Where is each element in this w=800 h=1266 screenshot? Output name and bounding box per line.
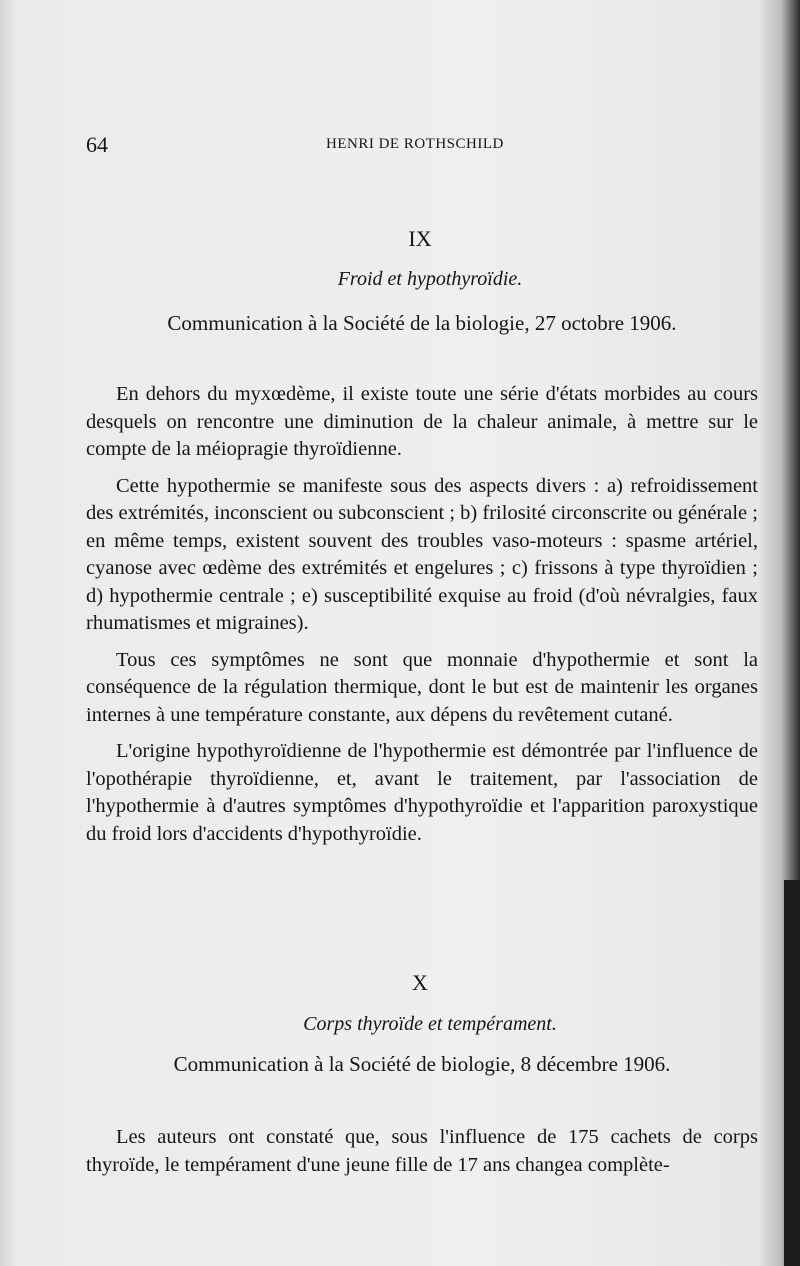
section-number-x: X — [412, 970, 428, 995]
communication-line-x: Communication à la Société de biologie, 8 décembre 1906. — [173, 1052, 671, 1076]
page-number: 64 — [86, 132, 108, 157]
section-ix-body — [86, 381, 758, 848]
paragraph: Cette hypothermie se manifeste sous des aspects divers : a) refroidissement des extrémités, inconscient ou subconscient ; b) frilosité circonscrite ou générale ; en même temps, existent souvent des troubles vaso-moteurs : spasme artériel, cyanose avec œdème des extrémités et engelures ; c) frissons à type thyroïdien ; d) hypothermie centrale ; e) susceptibilité exquise au froid (d'où névralgies, faux rhumatismes et migraines). — [86, 474, 758, 634]
section-title-x: Corps thyroïde et tempérament. — [303, 1013, 557, 1035]
running-head: HENRI DE ROTHSCHILD — [326, 136, 504, 152]
section-number-ix: IX — [408, 226, 432, 251]
paragraph: Les auteurs ont constaté que, sous l'influence de 175 cachets de corps thyroïde, le tempérament d'une jeune fille de 17 ans changea complète- — [86, 1126, 758, 1176]
paragraph: En dehors du myxœdème, il existe toute une série d'états morbides au cours desquels on rencontre une diminution de la chaleur animale, à mettre sur le compte de la méiopragie thyroïdienne. — [86, 383, 758, 460]
page-header — [86, 132, 766, 160]
communication-line-ix: Communication à la Société de la biologie, 27 octobre 1906. — [167, 311, 677, 335]
paragraph: L'origine hypothyroïdienne de l'hypothermie est démontrée par l'influence de l'opothérapie thyroïdienne, et, avant le traitement, par l'association de l'hypothermie à d'autres symptômes d'hypothyroïdie et l'apparition paroxystique du froid lors d'accidents d'hypothyroïdie. — [86, 740, 758, 845]
section-title-ix: Froid et hypothyroïdie. — [337, 268, 523, 290]
section-x-body — [86, 1124, 758, 1179]
paragraph: Tous ces symptômes ne sont que monnaie d'hypothermie et sont la conséquence de la régulation thermique, dont le but est de maintenir les organes internes à une température constante, aux dépens du revêtement cutané. — [86, 648, 758, 726]
